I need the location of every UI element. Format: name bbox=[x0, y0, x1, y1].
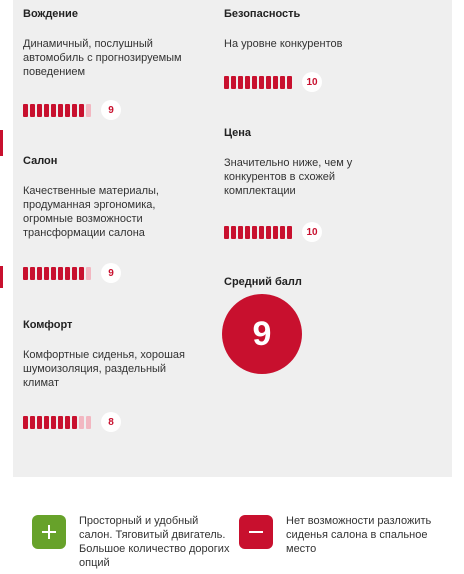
score-bar-filled bbox=[245, 76, 250, 89]
score-bar-filled bbox=[79, 267, 84, 280]
rating-description: На уровне конкурентов bbox=[224, 38, 343, 50]
left-edge-strip bbox=[0, 130, 3, 156]
score-bars bbox=[23, 104, 91, 117]
score-bar-filled bbox=[72, 416, 77, 429]
cons-text: Нет возможности разложить сиденья салона в спальное место bbox=[286, 515, 432, 555]
score-bar-filled bbox=[65, 104, 70, 117]
rating-title: Безопасность bbox=[224, 8, 301, 20]
score-bar-filled bbox=[72, 104, 77, 117]
rating-title: Цена bbox=[224, 127, 252, 139]
score-bar-filled bbox=[259, 226, 264, 239]
pros-cons-section bbox=[13, 496, 452, 574]
score-bar-filled bbox=[58, 416, 63, 429]
rating-description: Комфортные сиденья, хорошая шумоизоляция, раздельный климат bbox=[23, 349, 186, 389]
score-bar-empty bbox=[79, 416, 84, 429]
rating-driving bbox=[23, 7, 203, 79]
score-badge: 8 bbox=[101, 412, 121, 432]
score-badge: 9 bbox=[101, 100, 121, 120]
rating-comfort-score bbox=[23, 412, 121, 432]
score-bar-filled bbox=[44, 416, 49, 429]
score-bar-filled bbox=[65, 416, 70, 429]
score-bar-filled bbox=[23, 104, 28, 117]
minus-icon bbox=[248, 524, 264, 540]
score-bars bbox=[224, 226, 292, 239]
left-edge-strip bbox=[0, 266, 3, 288]
rating-comfort bbox=[23, 318, 203, 390]
score-bar-filled bbox=[238, 226, 243, 239]
score-bar-filled bbox=[231, 226, 236, 239]
score-bar-filled bbox=[44, 267, 49, 280]
score-bar-filled bbox=[259, 76, 264, 89]
score-bars bbox=[23, 416, 91, 429]
score-bar-filled bbox=[37, 416, 42, 429]
score-bar-filled bbox=[51, 416, 56, 429]
rating-title: Салон bbox=[23, 155, 58, 167]
average-score-label: Средний балл bbox=[224, 276, 302, 288]
rating-price bbox=[224, 126, 384, 198]
rating-description: Качественные материалы, продуманная эргономика, огромные возможности трансформации салона bbox=[23, 185, 159, 239]
pros-icon-box bbox=[32, 515, 66, 549]
rating-safety-score bbox=[224, 72, 322, 92]
score-bar-filled bbox=[23, 267, 28, 280]
score-bar-filled bbox=[238, 76, 243, 89]
score-bar-filled bbox=[280, 76, 285, 89]
score-badge: 10 bbox=[302, 72, 322, 92]
score-bar-filled bbox=[58, 267, 63, 280]
score-badge: 9 bbox=[101, 263, 121, 283]
score-bar-filled bbox=[37, 267, 42, 280]
score-bar-filled bbox=[23, 416, 28, 429]
rating-interior bbox=[23, 154, 203, 240]
score-bar-filled bbox=[245, 226, 250, 239]
score-bar-filled bbox=[287, 76, 292, 89]
score-bar-filled bbox=[252, 226, 257, 239]
pros-text: Просторный и удобный салон. Тяговитый двигатель. Большое количество дорогих опций bbox=[79, 515, 230, 569]
rating-driving-score bbox=[23, 100, 121, 120]
score-bar-filled bbox=[231, 76, 236, 89]
average-score-circle: 9 bbox=[222, 294, 302, 374]
score-bar-filled bbox=[266, 226, 271, 239]
score-bar-filled bbox=[65, 267, 70, 280]
rating-title: Вождение bbox=[23, 8, 78, 20]
score-bar-empty bbox=[86, 416, 91, 429]
score-bar-filled bbox=[30, 416, 35, 429]
score-bar-filled bbox=[72, 267, 77, 280]
score-bars bbox=[224, 76, 292, 89]
rating-safety bbox=[224, 7, 444, 51]
score-bar-filled bbox=[224, 76, 229, 89]
rating-price-score bbox=[224, 222, 322, 242]
ratings-panel bbox=[13, 0, 452, 477]
score-bar-filled bbox=[51, 267, 56, 280]
score-bar-filled bbox=[58, 104, 63, 117]
score-bar-filled bbox=[287, 226, 292, 239]
score-bar-filled bbox=[280, 226, 285, 239]
score-bar-filled bbox=[51, 104, 56, 117]
score-bar-filled bbox=[266, 76, 271, 89]
rating-title: Комфорт bbox=[23, 319, 73, 331]
score-bar-filled bbox=[273, 76, 278, 89]
score-bar-filled bbox=[79, 104, 84, 117]
rating-interior-score bbox=[23, 263, 121, 283]
score-bar-filled bbox=[252, 76, 257, 89]
score-badge: 10 bbox=[302, 222, 322, 242]
score-bar-empty bbox=[86, 104, 91, 117]
score-bar-filled bbox=[273, 226, 278, 239]
score-bar-filled bbox=[30, 104, 35, 117]
score-bar-filled bbox=[30, 267, 35, 280]
rating-description: Динамичный, послушный автомобиль с прогнозируемым поведением bbox=[23, 38, 182, 78]
cons-icon-box bbox=[239, 515, 273, 549]
plus-icon bbox=[41, 524, 57, 540]
score-bar-empty bbox=[86, 267, 91, 280]
rating-description: Значительно ниже, чем у конкурентов в схожей комплектации bbox=[224, 157, 353, 197]
score-bars bbox=[23, 267, 91, 280]
score-bar-filled bbox=[37, 104, 42, 117]
score-bar-filled bbox=[44, 104, 49, 117]
score-bar-filled bbox=[224, 226, 229, 239]
